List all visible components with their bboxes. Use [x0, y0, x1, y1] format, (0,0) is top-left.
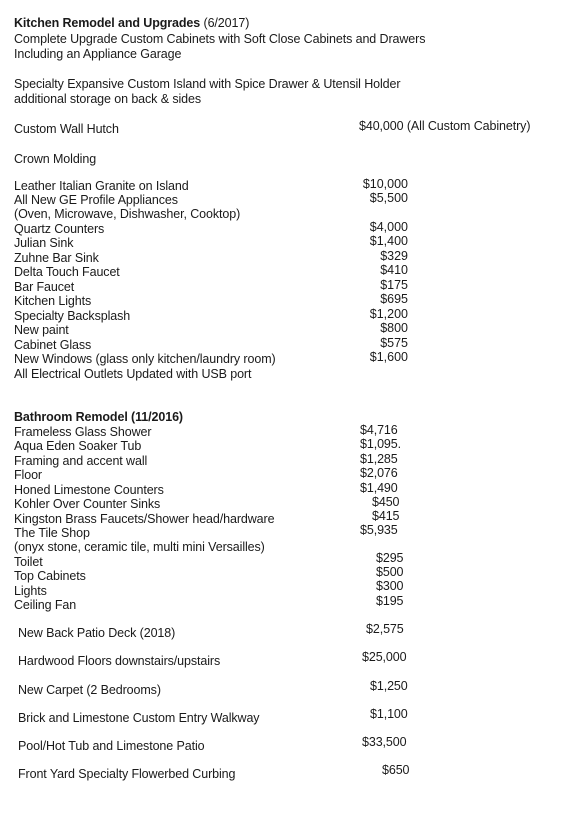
- list-item: Floor: [14, 468, 42, 482]
- list-item-amount: $10,000: [362, 177, 408, 191]
- list-item: All Electrical Outlets Updated with USB port: [14, 367, 252, 381]
- list-item: (Oven, Microwave, Dishwasher, Cooktop): [14, 207, 241, 221]
- kitchen-island-line-2: additional storage on back & sides: [14, 92, 201, 106]
- list-item-amount: $175: [380, 278, 408, 292]
- list-item: Lights: [14, 584, 47, 598]
- list-item-amount: $1,600: [369, 350, 408, 364]
- list-item: Zuhne Bar Sink: [14, 251, 99, 265]
- list-item-amount: $295: [376, 551, 404, 565]
- list-item-amount: $25,000: [362, 650, 407, 664]
- list-item-amount: $195: [376, 594, 404, 608]
- list-item-amount: $2,575: [366, 622, 404, 636]
- list-item: Kingston Brass Faucets/Shower head/hardware: [14, 512, 275, 526]
- list-item-amount: $1,400: [369, 234, 408, 248]
- list-item-amount: $500: [376, 565, 404, 579]
- list-item: Delta Touch Faucet: [14, 265, 120, 279]
- list-item: All New GE Profile Appliances: [14, 193, 178, 207]
- kitchen-island-line-1: Specialty Expansive Custom Island with Spice Drawer & Utensil Holder: [14, 77, 401, 91]
- list-item: New paint: [14, 323, 69, 337]
- kitchen-title: Kitchen Remodel and Upgrades: [14, 16, 201, 30]
- kitchen-hutch-label: Custom Wall Hutch: [14, 122, 119, 136]
- list-item: Frameless Glass Shower: [14, 425, 152, 439]
- list-item: Kitchen Lights: [14, 294, 92, 308]
- list-item: Hardwood Floors downstairs/upstairs: [18, 654, 221, 668]
- list-item-amount: $410: [380, 263, 408, 277]
- list-item: New Windows (glass only kitchen/laundry room): [14, 352, 276, 366]
- list-item-amount: $1,095.: [360, 437, 402, 451]
- list-item: Ceiling Fan: [14, 598, 77, 612]
- list-item: Bar Faucet: [14, 280, 75, 294]
- list-item: The Tile Shop: [14, 526, 90, 540]
- list-item: New Back Patio Deck (2018): [18, 626, 176, 640]
- list-item: Leather Italian Granite on Island: [14, 179, 189, 193]
- list-item-amount: $4,000: [369, 220, 408, 234]
- kitchen-date: (6/2017): [203, 16, 250, 30]
- list-item-amount: $2,076: [360, 466, 398, 480]
- list-item: Kohler Over Counter Sinks: [14, 497, 161, 511]
- list-item-amount: $800: [380, 321, 408, 335]
- kitchen-intro-line-1: Complete Upgrade Custom Cabinets with Soft Close Cabinets and Drawers: [14, 32, 426, 46]
- list-item: Aqua Eden Soaker Tub: [14, 439, 142, 453]
- list-item: Brick and Limestone Custom Entry Walkway: [18, 711, 260, 725]
- list-item: Julian Sink: [14, 236, 74, 250]
- list-item: Top Cabinets: [14, 569, 86, 583]
- list-item-amount: $300: [376, 579, 404, 593]
- list-item-amount: $5,935: [360, 523, 398, 537]
- list-item: (onyx stone, ceramic tile, multi mini Versailles): [14, 540, 265, 554]
- list-item-amount: $575: [380, 336, 408, 350]
- kitchen-crown-molding: Crown Molding: [14, 152, 97, 166]
- list-item-amount: $5,500: [369, 191, 408, 205]
- bathroom-title: Bathroom Remodel (11/2016): [14, 410, 183, 424]
- list-item-amount: $1,490: [360, 481, 398, 495]
- list-item: Honed Limestone Counters: [14, 483, 164, 497]
- list-item: Framing and accent wall: [14, 454, 148, 468]
- kitchen-heading: [14, 16, 249, 30]
- list-item-amount: $695: [380, 292, 408, 306]
- list-item: Front Yard Specialty Flowerbed Curbing: [18, 767, 236, 781]
- kitchen-intro-line-2: Including an Appliance Garage: [14, 47, 182, 61]
- kitchen-hutch-amount: $40,000 (All Custom Cabinetry): [359, 119, 531, 133]
- list-item-amount: $1,285: [360, 452, 398, 466]
- list-item-amount: $1,200: [369, 307, 408, 321]
- list-item-amount: $650: [382, 763, 410, 777]
- list-item-amount: $1,250: [370, 679, 408, 693]
- list-item-amount: $33,500: [362, 735, 407, 749]
- list-item-amount: $1,100: [370, 707, 408, 721]
- list-item: Pool/Hot Tub and Limestone Patio: [18, 739, 205, 753]
- list-item-amount: $4,716: [360, 423, 398, 437]
- list-item-amount: $450: [372, 495, 400, 509]
- list-item: New Carpet (2 Bedrooms): [18, 683, 161, 697]
- list-item: Toilet: [14, 555, 43, 569]
- list-item: Specialty Backsplash: [14, 309, 131, 323]
- list-item: Quartz Counters: [14, 222, 105, 236]
- list-item-amount: $415: [372, 509, 400, 523]
- list-item-amount: $329: [380, 249, 408, 263]
- list-item: Cabinet Glass: [14, 338, 92, 352]
